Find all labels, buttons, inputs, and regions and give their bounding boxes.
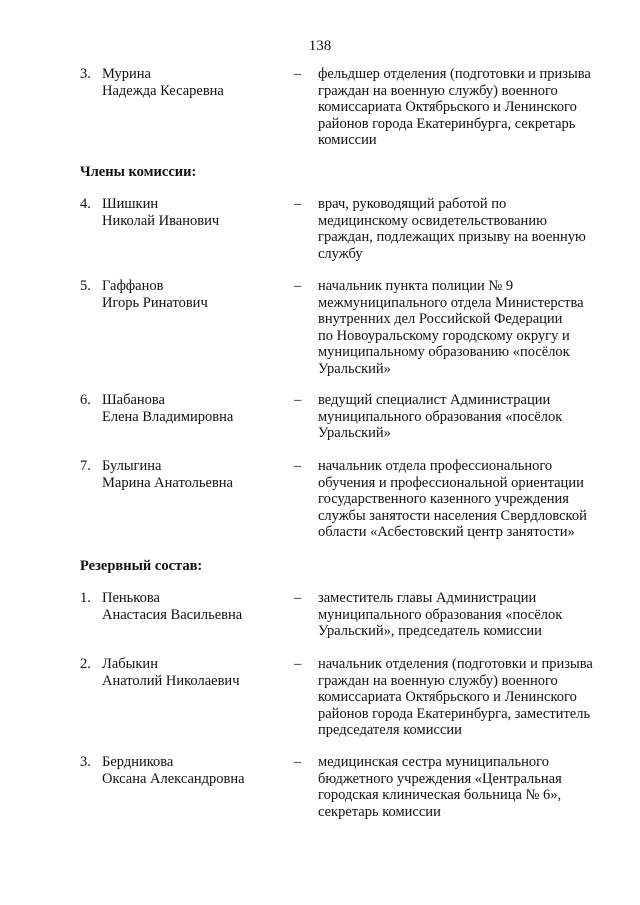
person-name bbox=[102, 66, 277, 99]
desc-line: граждан, подлежащих призыву на военную bbox=[318, 229, 586, 245]
desc-line: межмуниципального отдела Министерства bbox=[318, 294, 584, 311]
item-number: 7. bbox=[80, 458, 91, 474]
desc-line: муниципальному образованию «посёлок bbox=[318, 344, 570, 360]
desc-line: районов города Екатеринбурга, секретарь bbox=[318, 115, 576, 132]
desc-line: по Новоуральскому городскому округу и bbox=[318, 327, 570, 344]
item-number: 1. bbox=[80, 590, 91, 606]
person-name bbox=[102, 458, 277, 491]
desc-line: службу bbox=[318, 245, 363, 262]
surname: Шишкин bbox=[102, 196, 159, 212]
desc-line: начальник отделения (подготовки и призыва bbox=[318, 656, 593, 672]
desc-line: муниципального образования «посёлок bbox=[318, 408, 563, 425]
desc-line: начальник отдела профессионального bbox=[318, 458, 553, 474]
desc-line: комиссии bbox=[318, 132, 377, 148]
surname: Бердникова bbox=[102, 754, 174, 770]
desc-line: обучения и профессиональной ориентации bbox=[318, 474, 584, 491]
given-names: Николай Иванович bbox=[102, 212, 220, 229]
desc-line: Уральский», председатель комиссии bbox=[318, 623, 542, 639]
given-names: Игорь Ринатович bbox=[102, 294, 208, 311]
dash: – bbox=[294, 590, 302, 606]
desc-line: службы занятости населения Свердловской bbox=[318, 507, 587, 524]
members-heading: Члены комиссии: bbox=[80, 164, 197, 180]
desc-line: Уральский» bbox=[318, 360, 391, 377]
desc-line: районов города Екатеринбурга, заместитель bbox=[318, 705, 591, 722]
given-names: Анатолий Николаевич bbox=[102, 672, 240, 689]
item-number: 6. bbox=[80, 392, 91, 408]
desc-line: граждан на военную службу) военного bbox=[318, 82, 558, 99]
person-name bbox=[102, 392, 277, 425]
surname: Булыгина bbox=[102, 458, 162, 474]
role-description bbox=[318, 196, 618, 262]
dash: – bbox=[294, 458, 302, 474]
desc-line: комиссариата Октябрьского и Ленинского bbox=[318, 689, 577, 705]
desc-line: бюджетного учреждения «Центральная bbox=[318, 770, 562, 787]
dash: – bbox=[294, 754, 302, 770]
desc-line: области «Асбестовский центр занятости» bbox=[318, 524, 575, 540]
desc-line: врач, руководящий работой по bbox=[318, 196, 507, 212]
surname: Мурина bbox=[102, 66, 151, 82]
desc-line: ведущий специалист Администрации bbox=[318, 392, 551, 408]
dash: – bbox=[294, 656, 302, 672]
desc-line: Уральский» bbox=[318, 425, 391, 441]
person-name bbox=[102, 196, 277, 229]
desc-line: внутренних дел Российской Федерации bbox=[318, 311, 563, 327]
desc-line: фельдшер отделения (подготовки и призыва bbox=[318, 66, 591, 82]
given-names: Елена Владимировна bbox=[102, 408, 234, 425]
item-number: 2. bbox=[80, 656, 91, 672]
role-description bbox=[318, 458, 618, 541]
desc-line: председателя комиссии bbox=[318, 722, 462, 738]
desc-line: граждан на военную службу) военного bbox=[318, 672, 558, 689]
dash: – bbox=[294, 278, 302, 294]
surname: Лабыкин bbox=[102, 656, 158, 672]
role-description bbox=[318, 754, 618, 820]
person-name bbox=[102, 656, 277, 689]
surname: Шабанова bbox=[102, 392, 165, 408]
role-description bbox=[318, 656, 618, 739]
desc-line: городская клиническая больница № 6», bbox=[318, 787, 562, 803]
surname: Гаффанов bbox=[102, 278, 164, 294]
given-names: Марина Анатольевна bbox=[102, 474, 233, 491]
dash: – bbox=[294, 196, 302, 212]
page-number: 138 bbox=[308, 38, 332, 54]
given-names: Надежда Кесаревна bbox=[102, 82, 224, 99]
given-names: Оксана Александровна bbox=[102, 770, 245, 787]
desc-line: комиссариата Октябрьского и Ленинского bbox=[318, 99, 577, 115]
role-description bbox=[318, 66, 618, 149]
item-number: 5. bbox=[80, 278, 91, 294]
desc-line: медицинская сестра муниципального bbox=[318, 754, 549, 770]
desc-line: муниципального образования «посёлок bbox=[318, 606, 563, 623]
item-number: 3. bbox=[80, 754, 91, 770]
desc-line: начальник пункта полиции № 9 bbox=[318, 278, 514, 294]
given-names: Анастасия Васильевна bbox=[102, 606, 243, 623]
dash: – bbox=[294, 66, 302, 82]
role-description bbox=[318, 392, 618, 442]
person-name bbox=[102, 754, 277, 787]
role-description bbox=[318, 278, 618, 377]
desc-line: государственного казенного учреждения bbox=[318, 491, 569, 507]
desc-line: заместитель главы Администрации bbox=[318, 590, 537, 606]
item-number: 4. bbox=[80, 196, 91, 212]
person-name bbox=[102, 590, 277, 623]
desc-line: медицинскому освидетельствованию bbox=[318, 212, 547, 229]
item-number: 3. bbox=[80, 66, 91, 82]
surname: Пенькова bbox=[102, 590, 160, 606]
reserve-heading: Резервный состав: bbox=[80, 558, 203, 574]
dash: – bbox=[294, 392, 302, 408]
person-name bbox=[102, 278, 277, 311]
role-description bbox=[318, 590, 618, 640]
desc-line: секретарь комиссии bbox=[318, 803, 441, 820]
